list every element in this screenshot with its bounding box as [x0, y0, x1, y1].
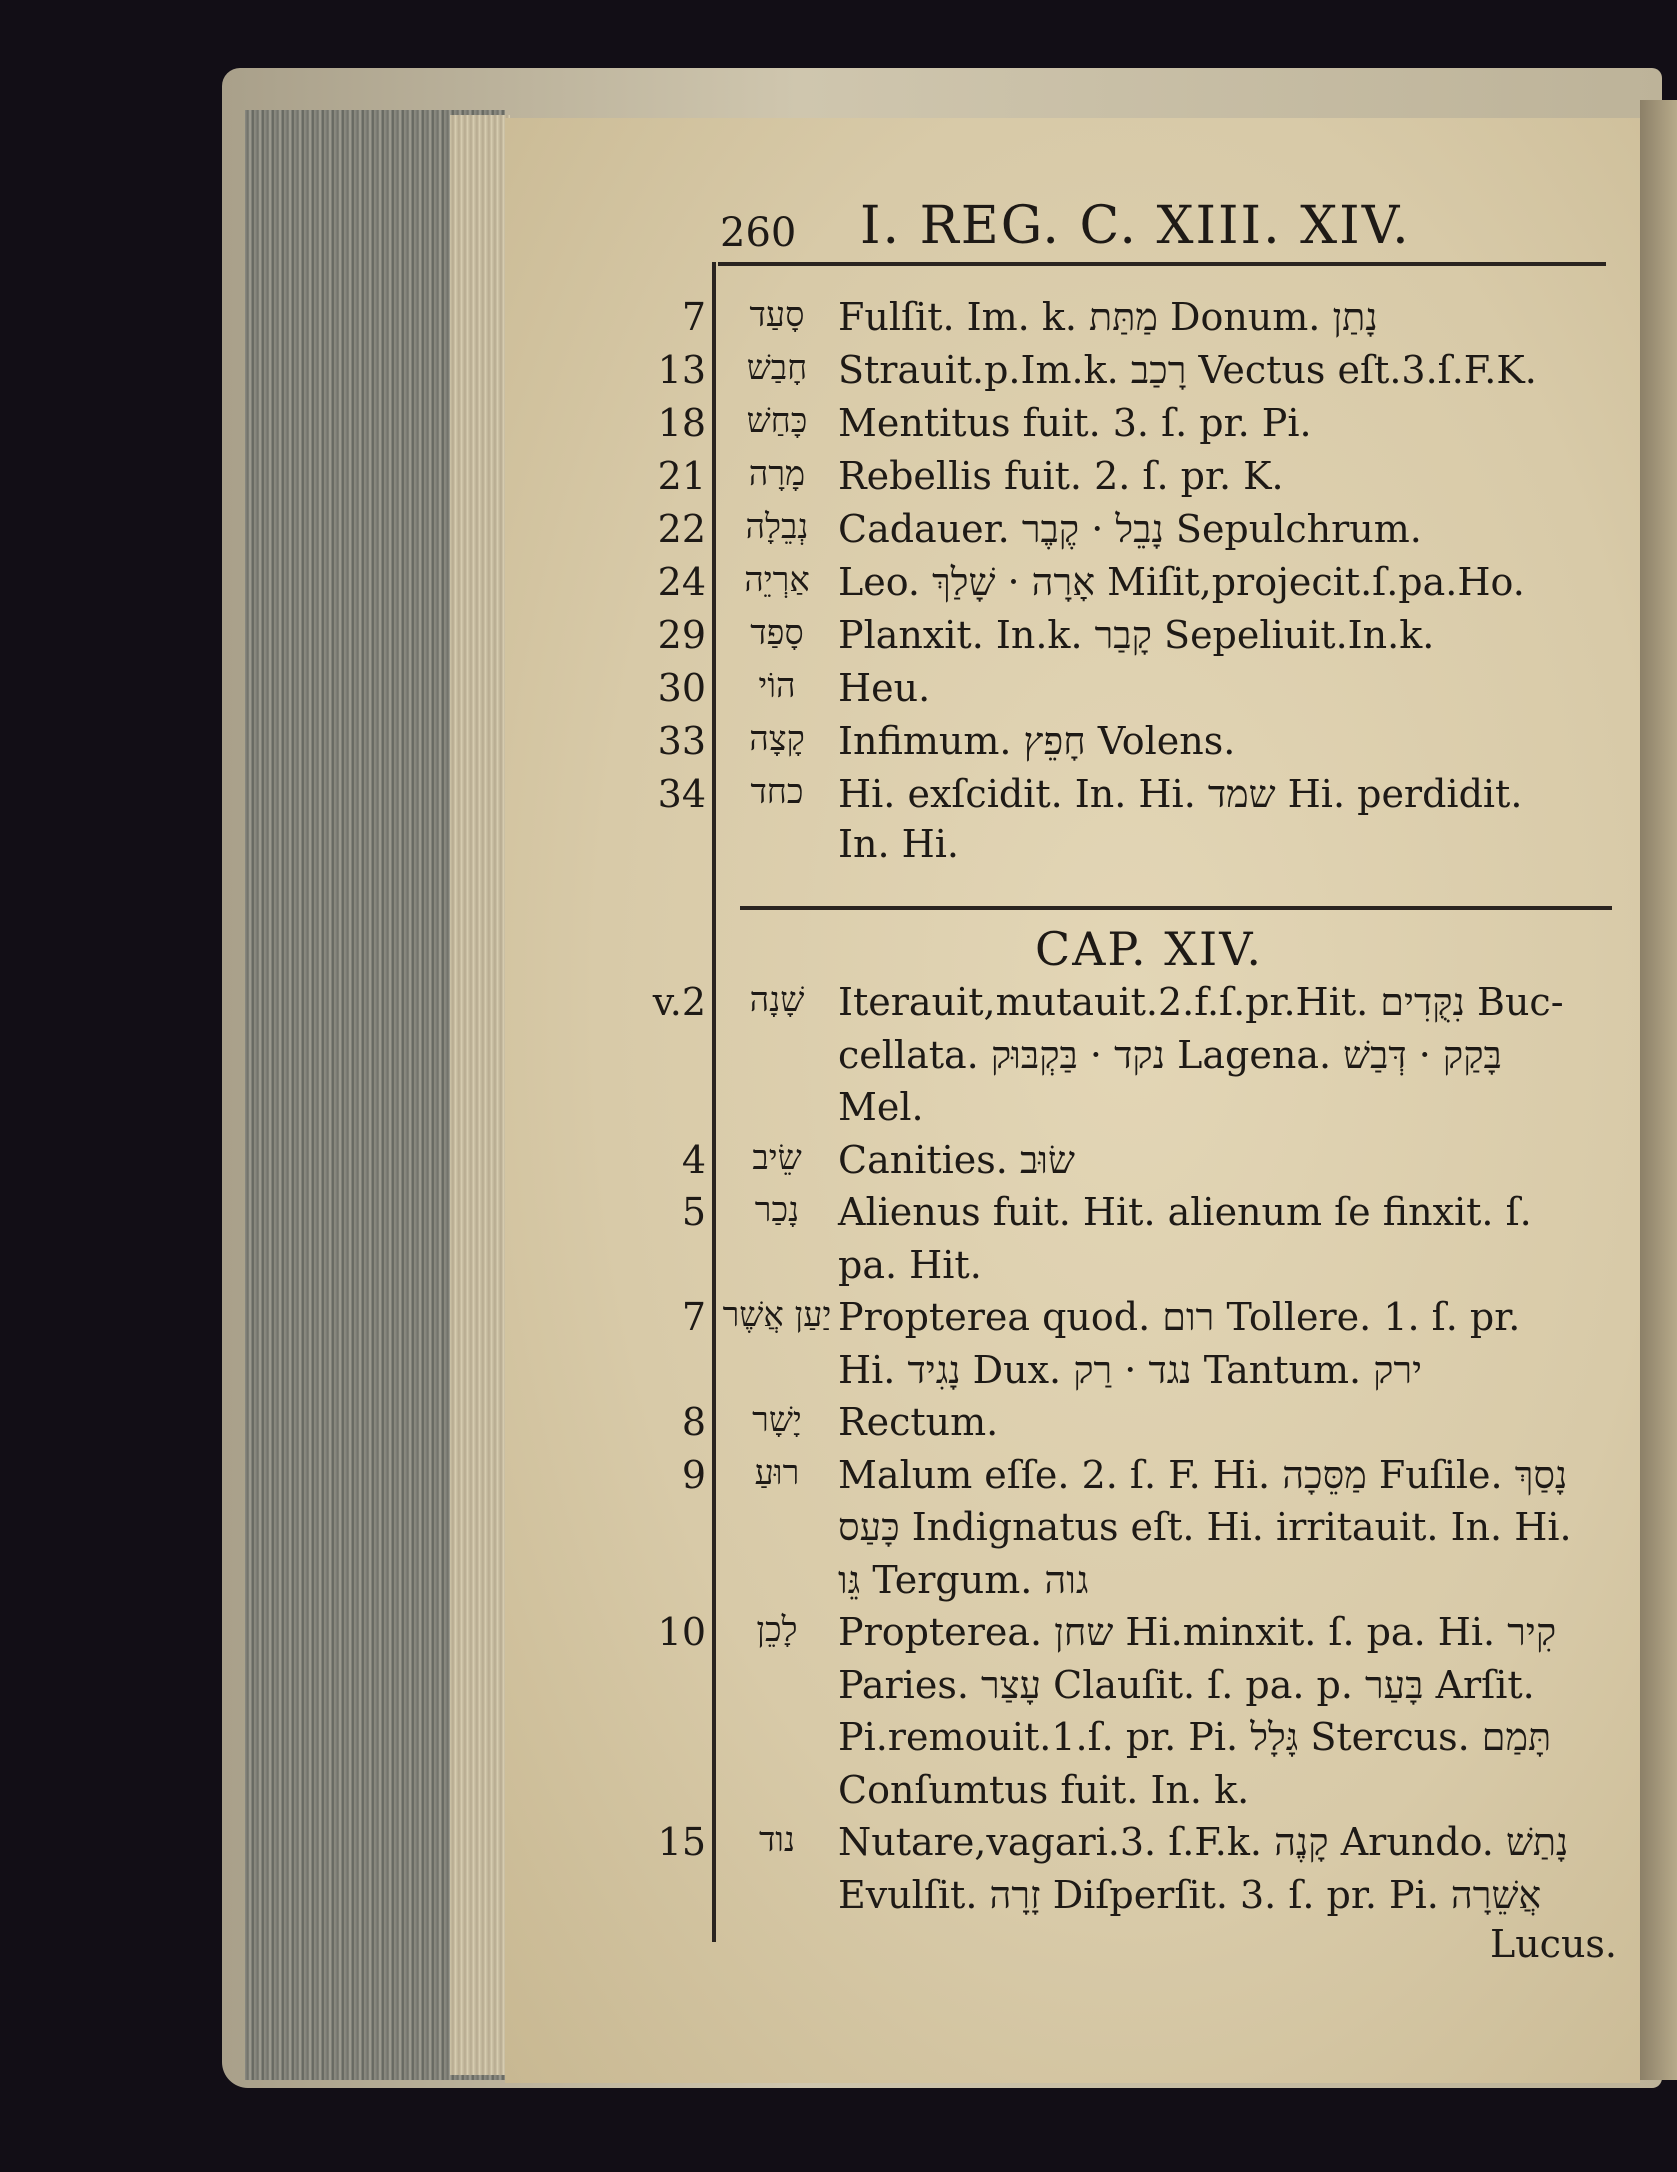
gloss-text: Mel.: [838, 1085, 924, 1129]
hebrew-headword: כָּחַשׁ: [746, 401, 808, 441]
verse-number: 7: [681, 295, 706, 339]
entry-row: [0, 295, 1677, 349]
header-rule: [718, 262, 1606, 266]
entry-row: [0, 454, 1677, 508]
gloss-text: Fulſit. Im. k. מַתַּת Donum. נָתַן: [838, 295, 1378, 339]
hebrew-headword: שֵׂיב: [752, 1137, 802, 1178]
verse-number: 24: [657, 560, 706, 604]
verse-number: 4: [681, 1137, 706, 1182]
gloss-text: Rebellis fuit. 2. ſ. pr. K.: [838, 454, 1284, 498]
chapter-13-continuation: In. Hi.: [838, 822, 960, 866]
hebrew-headword: כחד: [750, 772, 804, 812]
entry-row: [0, 1663, 1677, 1717]
gloss-text: גֵּו Tergum. גוה: [838, 1557, 1089, 1602]
gloss-text: Strauit.p.Im.k. רָכַב Vectus eſt.3.ſ.F.K.: [838, 348, 1537, 392]
hebrew-headword: נוד: [758, 1820, 796, 1860]
verse-number: v.2: [652, 980, 706, 1024]
hebrew-headword: לָכֵן: [756, 1610, 798, 1650]
verse-number: 21: [657, 454, 706, 498]
hebrew-headword: נָכַר: [754, 1190, 800, 1230]
gloss-text: Cadauer. נָבֵל · קֶבֶר Sepulchrum.: [838, 507, 1422, 551]
gloss-text: Iterauit,mutauit.2.f.ſ.pr.Hit. נִקֻּדִים Buc-: [838, 980, 1564, 1024]
verse-number: 34: [657, 772, 706, 816]
gloss-text: Hi. נָגִיד Dux. נגד · רַק Tantum. ירק: [838, 1347, 1423, 1392]
gloss-text: Planxit. In.k. קָבַר Sepeliuit.In.k.: [838, 613, 1435, 657]
verse-number: 33: [657, 719, 706, 763]
gloss-text: כָּעַס Indignatus eſt. Hi. irritauit. In. Hi.: [838, 1505, 1572, 1549]
hebrew-headword: סָעַד: [749, 295, 805, 335]
hebrew-headword: יָשָׁר: [752, 1400, 802, 1440]
verse-number: 5: [681, 1190, 706, 1234]
gloss-text: Hi. exſcidit. In. Hi. שמד Hi. perdidit.: [838, 772, 1523, 816]
gloss-text: Alienus fuit. Hit. alienum ſe finxit. ſ.: [838, 1190, 1532, 1234]
chapter-divider-rule: [740, 906, 1612, 910]
verse-number: 29: [657, 613, 706, 657]
chapter-heading: CAP. XIV.: [1035, 922, 1264, 976]
verse-number: 9: [681, 1452, 706, 1497]
entry-row: [0, 1820, 1677, 1874]
entry-row: [0, 1505, 1677, 1559]
gloss-text: Heu.: [838, 666, 931, 710]
verse-number: 8: [681, 1400, 706, 1444]
verse-number: 15: [657, 1820, 706, 1864]
entry-row: [0, 613, 1677, 667]
hebrew-headword: נְבֵלָה: [745, 507, 809, 547]
hebrew-headword: הוֹי: [758, 666, 796, 706]
gloss-text: Conſumtus fuit. In. k.: [838, 1767, 1250, 1812]
entry-row: [0, 348, 1677, 402]
entry-row: [0, 772, 1677, 826]
gloss-text: Rectum.: [838, 1400, 999, 1444]
entry-row: [0, 401, 1677, 455]
entry-row: [0, 1348, 1677, 1402]
verse-number: 13: [657, 348, 706, 392]
hebrew-headword: רוּעַ: [754, 1452, 800, 1493]
entry-row: [0, 1138, 1677, 1192]
entry-row: [0, 1085, 1677, 1139]
entry-row: [0, 980, 1677, 1034]
running-head: I. REG. C. XIII. XIV.: [860, 196, 1411, 256]
verse-number: 22: [657, 507, 706, 551]
entry-row: [0, 1610, 1677, 1664]
entry-row: [0, 1873, 1677, 1927]
verse-number: 18: [657, 401, 706, 445]
entry-row: [0, 1033, 1677, 1087]
entry-row: [0, 507, 1677, 561]
gloss-text: Infimum. חָפֵץ Volens.: [838, 719, 1236, 763]
hebrew-headword: אַרְיֵה: [744, 560, 810, 600]
gloss-text: Mentitus fuit. 3. ſ. pr. Pi.: [838, 401, 1312, 445]
hebrew-headword: מָרָה: [748, 454, 806, 494]
entry-row: [0, 560, 1677, 614]
entry-row: [0, 1453, 1677, 1507]
gloss-text: Pi.remouit.1.ſ. pr. Pi. גָּלָל Stercus. תָּמַם: [838, 1715, 1552, 1759]
hebrew-headword: קָצָה: [749, 719, 805, 759]
verse-number: 7: [681, 1295, 706, 1339]
entry-row: [0, 1243, 1677, 1297]
gloss-text: Paries. עָצַר Clauſit. ſ. pa. p. בָּעַר Arſit.: [838, 1662, 1535, 1707]
hebrew-headword: חָבַשׁ: [746, 348, 808, 388]
entry-row: [0, 1190, 1677, 1244]
verse-number: 10: [657, 1610, 706, 1654]
entry-row: [0, 1768, 1677, 1822]
gloss-text: Evulſit. זָרָה Diſperſit. 3. ſ. pr. Pi. אֲשֵׁרָה: [838, 1872, 1542, 1917]
hebrew-headword: שָׁנָה: [749, 980, 805, 1020]
gloss-text: Malum eſſe. 2. ſ. F. Hi. מַסֵּכָה Fuſile. נָסַךְ: [838, 1452, 1568, 1497]
entry-row: [0, 666, 1677, 720]
gloss-text: cellata. נקד · בַּקְבּוּק Lagena. בָּקַק · דְּבַשׁ: [838, 1032, 1502, 1077]
entry-row: [0, 1295, 1677, 1349]
entry-row: [0, 1558, 1677, 1612]
hebrew-headword: סָפַד: [750, 613, 804, 653]
gloss-text: Propterea. שחן Hi.minxit. ſ. pa. Hi. קִיר: [838, 1610, 1557, 1654]
chapter-14-continuation: Lucus.: [1489, 1922, 1617, 1966]
page-number: 260: [720, 210, 797, 256]
gloss-text: Leo. אָרָה · שָׁלַךְ Miſit,projecit.ſ.pa.Ho.: [838, 560, 1525, 604]
entry-row: [0, 1400, 1677, 1454]
gloss-text: Propterea quod. רום Tollere. 1. ſ. pr.: [838, 1295, 1521, 1339]
gloss-text: Canities. שׂוּב: [838, 1137, 1075, 1182]
gloss-text: pa. Hit.: [838, 1242, 982, 1287]
entry-row: [0, 719, 1677, 773]
entry-row: [0, 1715, 1677, 1769]
verse-number: 30: [657, 666, 706, 710]
gloss-text: Nutare,vagari.3. ſ.F.k. קָנֶה Arundo. נָתַשׁ: [838, 1820, 1569, 1864]
hebrew-headword: יַעַן אֲשֶׁר: [722, 1295, 832, 1335]
